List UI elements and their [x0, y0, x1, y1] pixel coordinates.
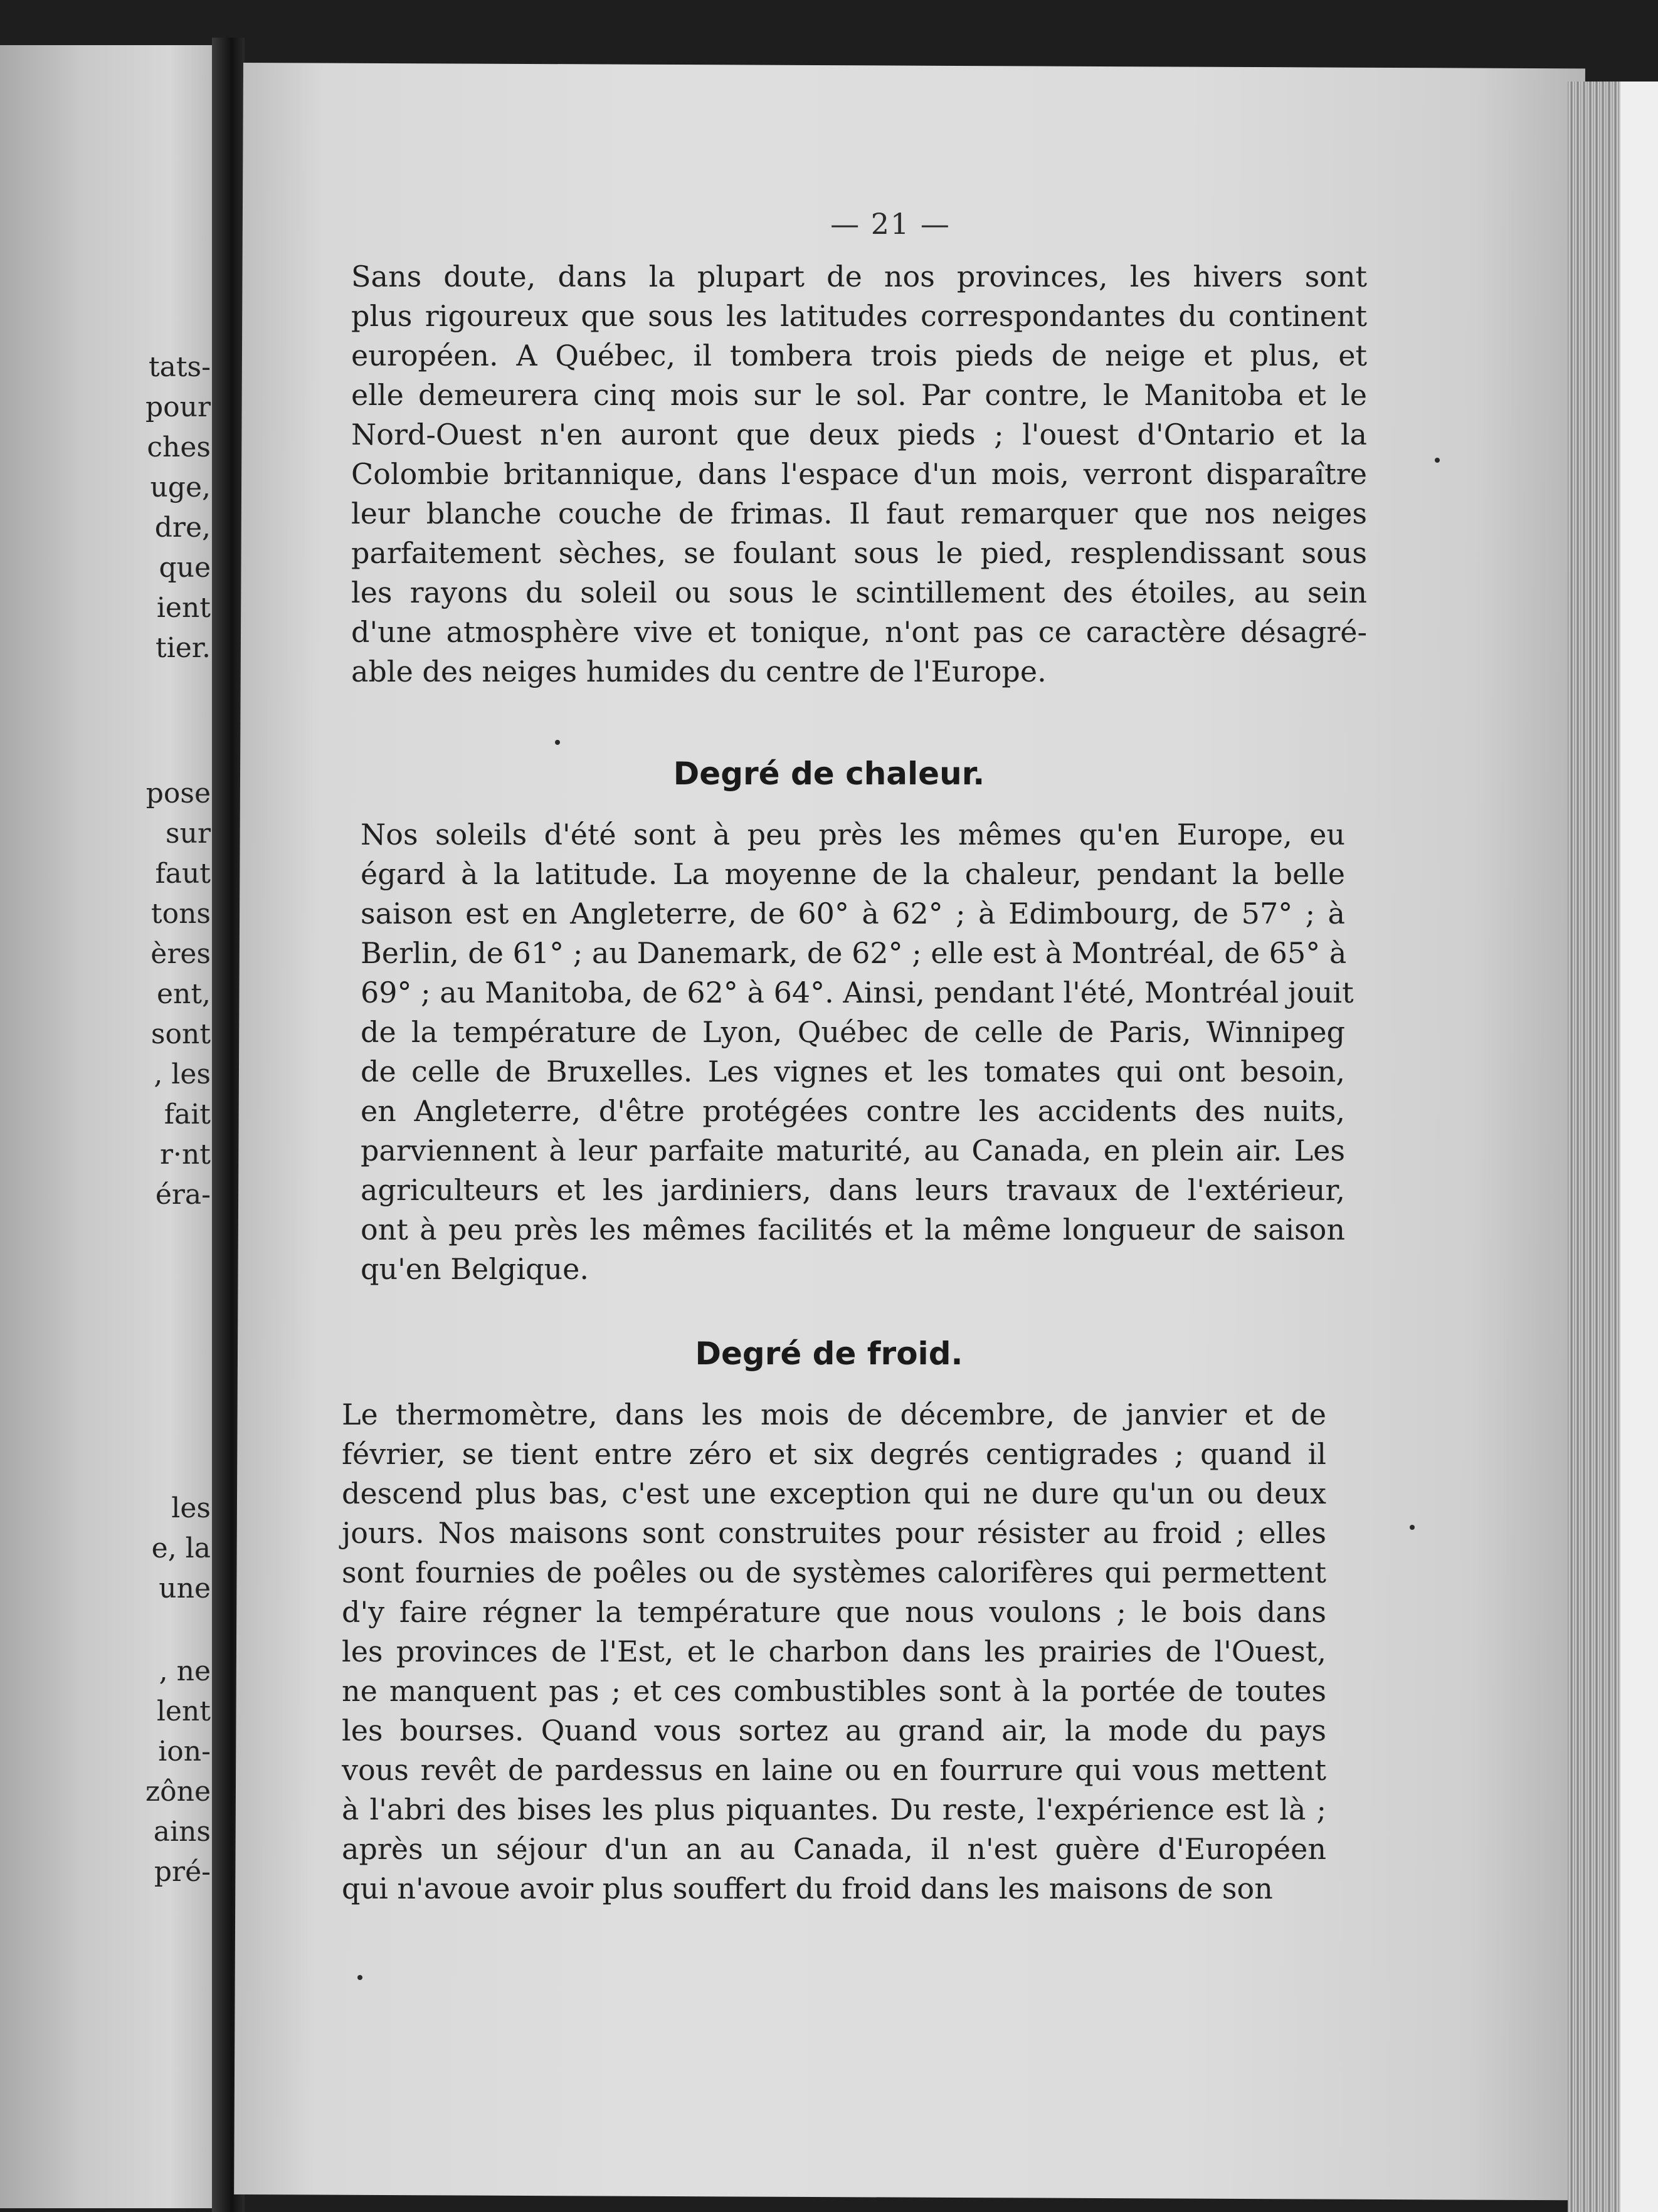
text-line: Nord-Ouest n'en auront que deux pieds ; l'ouest d'Ontario et la	[351, 418, 1367, 451]
text-line: après un séjour d'un an au Canada, il n'est guère d'Européen	[342, 1832, 1326, 1866]
text-line: parviennent à leur parfaite maturité, au Canada, en plein air. Les	[361, 1134, 1345, 1167]
left-page-fragment: fait	[164, 1098, 211, 1130]
text-line: descend plus bas, c'est une exception qui ne dure qu'un ou deux	[342, 1477, 1326, 1510]
page-number: — 21 —	[830, 207, 951, 241]
left-page-fragment: zône	[145, 1776, 211, 1808]
left-page-fragment: tons	[150, 898, 211, 930]
text-line: février, se tient entre zéro et six degrés centigrades ; quand il	[342, 1437, 1326, 1471]
text-line: 69° ; au Manitoba, de 62° à 64°. Ainsi, pendant l'été, Montréal jouit	[361, 976, 1354, 1009]
left-page-fragment: ains	[153, 1816, 211, 1848]
left-page-fragment: sont	[150, 1018, 211, 1050]
text-line: les rayons du soleil ou sous le scintillement des étoiles, au sein	[351, 576, 1367, 609]
left-page-fragment: , ne	[159, 1655, 211, 1687]
left-page-fragment: uge,	[150, 471, 211, 503]
scan-speck	[357, 1975, 362, 1980]
left-page-fragment: lent	[156, 1695, 211, 1727]
text-line: ont à peu près les mêmes facilités et la même longueur de saison	[361, 1213, 1345, 1246]
left-page-fragment: ient	[156, 592, 211, 624]
text-line: Berlin, de 61° ; au Danemark, de 62° ; elle est à Montréal, de 65° à	[361, 936, 1347, 970]
text-line: elle demeurera cinq mois sur le sol. Par contre, le Manitoba et le	[351, 378, 1367, 412]
text-line: qu'en Belgique.	[361, 1252, 589, 1286]
text-line: Nos soleils d'été sont à peu près les mêmes qu'en Europe, eu	[361, 818, 1345, 851]
left-page-fragment: sur	[166, 818, 211, 850]
left-page-fragment: faut	[155, 858, 211, 890]
left-page	[0, 45, 212, 2208]
left-page-fragment: les	[171, 1492, 211, 1524]
left-page-fragment: ent,	[156, 978, 211, 1010]
left-page-fragment: pré-	[154, 1856, 211, 1888]
text-line: de celle de Bruxelles. Les vignes et les tomates qui ont besoin,	[361, 1055, 1345, 1088]
left-page-text-fragments	[0, 45, 212, 2208]
text-line: de la température de Lyon, Québec de celle de Paris, Winnipeg	[361, 1015, 1345, 1049]
text-line: parfaitement sèches, se foulant sous le pied, resplendissant sous	[351, 536, 1367, 570]
heading-heat: Degré de chaleur.	[673, 756, 985, 792]
text-line: plus rigoureux que sous les latitudes correspondantes du continent	[351, 299, 1367, 333]
paragraph-snow	[351, 257, 1367, 692]
left-page-fragment: une	[159, 1572, 211, 1604]
left-page-fragment: e, la	[151, 1532, 211, 1564]
text-line: d'une atmosphère vive et tonique, n'ont pas ce caractère désagré-	[351, 615, 1367, 649]
text-line: qui n'avoue avoir plus souffert du froid dans les maisons de son	[342, 1872, 1273, 1905]
page-edges	[1568, 82, 1658, 2212]
left-page-fragment: ches	[147, 431, 211, 463]
scan-speck	[1435, 458, 1440, 463]
scan-speck	[555, 740, 560, 745]
paragraph-cold	[342, 1395, 1326, 1909]
left-page-fragment: tier.	[156, 632, 211, 664]
text-line: ne manquent pas ; et ces combustibles sont à la portée de toutes	[342, 1674, 1326, 1708]
text-line: d'y faire régner la température que nous voulons ; le bois dans	[342, 1595, 1326, 1629]
left-page-fragment: r·nt	[159, 1139, 211, 1171]
left-page-fragment: tats-	[148, 351, 211, 383]
text-line: sont fournies de poêles ou de systèmes calorifères qui permettent	[342, 1556, 1326, 1589]
left-page-fragment: dre,	[154, 512, 211, 544]
text-line: agriculteurs et les jardiniers, dans leurs travaux de l'extérieur,	[361, 1173, 1345, 1207]
text-line: Le thermomètre, dans les mois de décembre, de janvier et de	[342, 1398, 1326, 1431]
text-line: jours. Nos maisons sont construites pour résister au froid ; elles	[342, 1516, 1326, 1550]
left-page-fragment: ion-	[158, 1735, 211, 1767]
text-line: européen. A Québec, il tombera trois pieds de neige et plus, et	[351, 339, 1367, 372]
scan-speck	[1410, 1525, 1415, 1530]
left-page-fragment: , les	[154, 1058, 211, 1090]
paragraph-heat	[361, 815, 1354, 1289]
text-line: les bourses. Quand vous sortez au grand air, la mode du pays	[342, 1714, 1326, 1747]
left-page-fragment: ères	[150, 938, 211, 970]
text-line: saison est en Angleterre, de 60° à 62° ; à Edimbourg, de 57° ; à	[361, 897, 1345, 930]
left-page-fragment: pour	[145, 391, 211, 423]
text-line: Colombie britannique, dans l'espace d'un mois, verront disparaître	[351, 457, 1367, 491]
heading-cold: Degré de froid.	[695, 1335, 963, 1372]
text-line: les provinces de l'Est, et le charbon dans les prairies de l'Ouest,	[342, 1635, 1326, 1668]
text-line: Sans doute, dans la plupart de nos provinces, les hivers sont	[351, 260, 1367, 293]
left-page-fragment: éra-	[155, 1179, 211, 1211]
text-line: en Angleterre, d'être protégées contre les accidents des nuits,	[361, 1094, 1345, 1128]
text-line: able des neiges humides du centre de l'Europe.	[351, 655, 1047, 688]
text-line: égard à la latitude. La moyenne de la chaleur, pendant la belle	[361, 857, 1345, 891]
text-line: vous revêt de pardessus en laine ou en fourrure qui vous mettent	[342, 1753, 1326, 1787]
left-page-fragment: pose	[145, 777, 211, 809]
text-line: leur blanche couche de frimas. Il faut remarquer que nos neiges	[351, 497, 1367, 530]
left-page-fragment: que	[159, 552, 211, 584]
text-line: à l'abri des bises les plus piquantes. Du reste, l'expérience est là ;	[342, 1793, 1326, 1826]
